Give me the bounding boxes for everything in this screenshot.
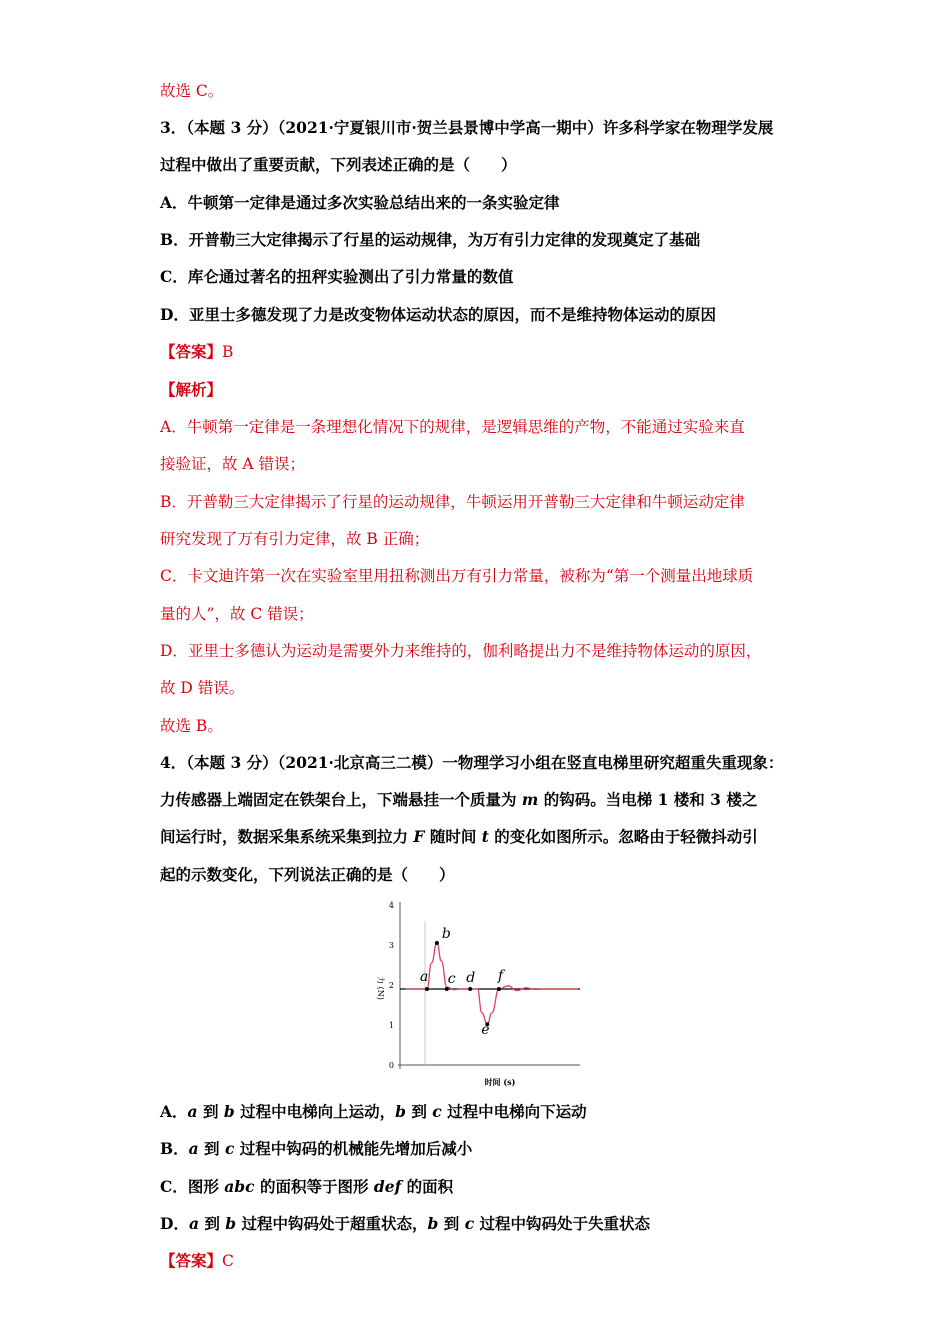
point-label-b: b: [441, 926, 451, 942]
option-text: 开普勒三大定律揭示了行星的运动规律，为万有引力定律的发现奠定了基础: [188, 230, 701, 249]
point-symbol: a: [188, 1214, 199, 1233]
point-b: [435, 941, 439, 945]
chart-y-label: 力 (N): [376, 976, 385, 1000]
q4-stem-line2: [160, 789, 757, 811]
q4-meta: （本题 3 分）（2021·北京高三二模）: [186, 753, 443, 772]
option-text: 亚里士多德发现了力是改变物体运动状态的原因，而不是维持物体运动的原因: [188, 305, 716, 324]
option-label: B．: [160, 230, 189, 249]
q3-stem-1: 许多科学家在物理学发展: [602, 118, 774, 137]
point-a: [425, 987, 429, 991]
chart-series: [405, 943, 578, 1024]
text-run: 的变化如图所示。忽略由于轻微抖动引: [488, 827, 758, 846]
point-label-d: d: [466, 970, 476, 986]
q3-option-b: [160, 229, 700, 251]
point-label-f: f: [498, 968, 504, 984]
option-label: C．: [160, 1177, 188, 1196]
force-symbol: F: [413, 827, 425, 846]
q3-meta: （本题 3 分）（2021·宁夏银川市·贺兰县景博中学高一期中）: [186, 118, 603, 137]
prev-conclusion: 故选 C。: [160, 82, 224, 100]
text-run: 过程中钩码处于失重状态: [474, 1214, 651, 1233]
point-symbol: b: [225, 1214, 237, 1233]
text-run: 到: [199, 1214, 226, 1233]
answer-tag: 【答案】: [160, 342, 223, 361]
text-run: 到: [198, 1139, 225, 1158]
text-run: 间运行时，数据采集系统采集到拉力: [160, 827, 414, 846]
text-run: 图形: [187, 1177, 225, 1196]
q3-option-a: [160, 192, 560, 214]
chart-points: [420, 926, 506, 1038]
text-run: 过程中电梯向下运动: [441, 1102, 587, 1121]
option-label: D．: [160, 305, 189, 324]
text-run: 过程中电梯向上运动，: [234, 1102, 396, 1121]
chart-x-label: 时间 (s): [484, 1077, 516, 1087]
y-tick-label: 0: [388, 1061, 394, 1070]
chart-y-ticks: [389, 901, 394, 1070]
point-f: [497, 987, 501, 991]
y-tick-label: 3: [388, 941, 394, 950]
point-symbol: c: [432, 1102, 442, 1121]
q3-analysis-line: C．卡文迪许第一次在实验室里用扭称测出万有引力常量，被称为“第一个测量出地球质: [160, 567, 754, 585]
point-label-a: a: [420, 969, 429, 985]
q3-analysis-line: 量的人”，故 C 错误；: [160, 605, 314, 623]
shape-symbol: abc: [224, 1177, 255, 1196]
point-label-e: e: [481, 1022, 490, 1039]
q4-option-d: [160, 1213, 650, 1235]
answer-value: C: [222, 1252, 234, 1270]
q4-stem-1: 一物理学习小组在竖直电梯里研究超重失重现象：: [442, 753, 784, 772]
force-time-chart: [365, 893, 585, 1093]
option-label: C．: [160, 267, 188, 286]
point-symbol: c: [464, 1214, 475, 1233]
q3-analysis-line: 接验证，故 A 错误；: [160, 455, 306, 473]
point-symbol: c: [224, 1139, 235, 1158]
q3-stem-line1: [160, 117, 773, 139]
point-label-c: c: [447, 971, 456, 987]
option-label: A．: [160, 1102, 188, 1121]
point-symbol: a: [187, 1102, 198, 1121]
chart-axes: [398, 902, 580, 1069]
text-run: 随时间: [424, 827, 482, 846]
y-tick-label: 1: [388, 1021, 394, 1030]
y-tick-label: 2: [388, 981, 394, 990]
time-symbol: t: [481, 827, 489, 846]
answer-tag: 【答案】: [160, 1251, 223, 1270]
q3-analysis-line: B．开普勒三大定律揭示了行星的运动规律，牛顿运用开普勒三大定律和牛顿运动定律: [160, 493, 745, 511]
text-run: 力传感器上端固定在铁架台上，下端悬挂一个质量为: [160, 790, 522, 809]
q3-conclusion: 故选 B。: [160, 717, 223, 735]
q4-stem-line1: [160, 752, 783, 774]
q3-analysis-tag: 【解析】: [160, 380, 223, 399]
mass-symbol: m: [521, 790, 539, 809]
q3-analysis-line: 故 D 错误。: [160, 679, 245, 697]
q4-option-a: [160, 1101, 587, 1123]
q3-option-d: [160, 304, 716, 326]
q4-answer: [160, 1250, 234, 1272]
q3-answer: [160, 341, 233, 363]
option-text: 牛顿第一定律是通过多次实验总结出来的一条实验定律: [187, 193, 560, 212]
shape-symbol: def: [373, 1177, 402, 1196]
q3-analysis-line: D．亚里士多德认为运动是需要外力来维持的，伽利略提出力不是维持物体运动的原因，: [160, 642, 762, 660]
q4-option-c: [160, 1176, 453, 1198]
option-label: D．: [160, 1214, 189, 1233]
point-d: [468, 987, 472, 991]
point-symbol: b: [395, 1102, 406, 1121]
q4-option-b: [160, 1138, 472, 1160]
point-c: [445, 987, 449, 991]
q3-analysis-line: A．牛顿第一定律是一条理想化情况下的规律，是逻辑思维的产物，不能通过实验来直: [160, 418, 745, 436]
q3-stem-line2: 过程中做出了重要贡献，下列表述正确的是（ ）: [160, 155, 517, 174]
text-run: 的面积等于图形: [254, 1177, 374, 1196]
q3-analysis-line: 研究发现了万有引力定律，故 B 正确；: [160, 530, 430, 548]
text-run: 到: [197, 1102, 224, 1121]
option-label: A．: [160, 193, 188, 212]
answer-value: B: [222, 343, 234, 361]
text-run: 的面积: [401, 1177, 454, 1196]
q4-number: 4．: [160, 753, 187, 772]
force-curve: [405, 943, 578, 1024]
point-symbol: b: [223, 1102, 235, 1121]
text-run: 到: [438, 1214, 465, 1233]
point-symbol: a: [188, 1139, 199, 1158]
text-run: 过程中钩码的机械能先增加后减小: [234, 1139, 473, 1158]
text-run: 过程中钩码处于超重状态，: [236, 1214, 428, 1233]
y-tick-label: 4: [388, 901, 394, 910]
text-run: 的钩码。当电梯 1 楼和 3 楼之: [538, 790, 758, 809]
q3-number: 3．: [160, 118, 187, 137]
point-symbol: b: [427, 1214, 439, 1233]
q4-stem-line4: 起的示数变化，下列说法正确的是（ ）: [160, 865, 455, 884]
text-run: 到: [405, 1102, 433, 1121]
q3-option-c: [160, 266, 513, 288]
q4-stem-line3: [160, 826, 758, 848]
option-label: B．: [160, 1139, 189, 1158]
option-text: 库仑通过著名的扭秤实验测出了引力常量的数值: [187, 267, 514, 286]
